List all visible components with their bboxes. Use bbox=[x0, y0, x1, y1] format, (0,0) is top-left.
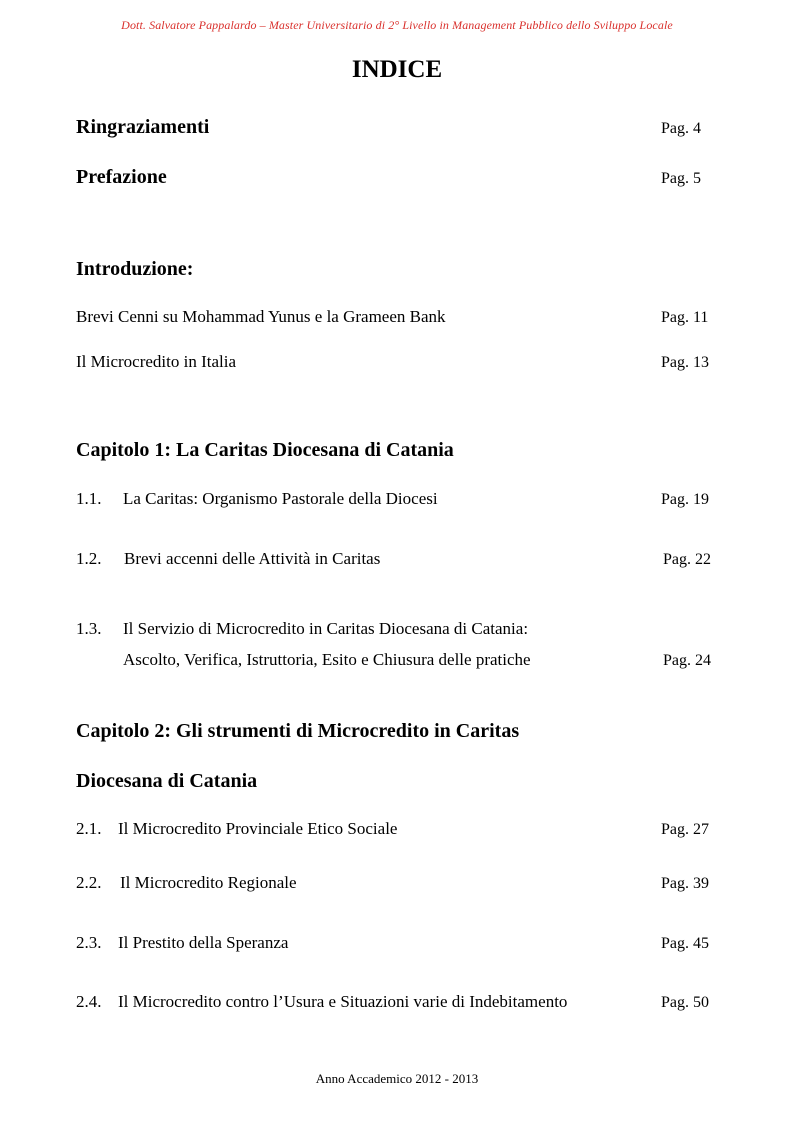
toc-entry-2-2 bbox=[76, 873, 297, 893]
section-title: La Caritas: Organismo Pastorale della Diocesi bbox=[123, 489, 438, 508]
toc-entry-microcredito-italia: Il Microcredito in Italia bbox=[76, 352, 237, 371]
page-ref-2-3: Pag. 45 bbox=[661, 935, 709, 952]
section-number: 2.3. bbox=[76, 933, 102, 952]
page-ref-2-4: Pag. 50 bbox=[661, 994, 709, 1011]
toc-entry-1-3 bbox=[76, 619, 528, 639]
toc-entry-ringraziamenti: Ringraziamenti bbox=[76, 116, 210, 138]
page-footer: Anno Accademico 2012 - 2013 bbox=[315, 1071, 479, 1086]
toc-entry-1-3-continued: Ascolto, Verifica, Istruttoria, Esito e Chiusura delle pratiche bbox=[123, 650, 531, 669]
toc-entry-prefazione: Prefazione bbox=[76, 166, 167, 188]
section-title: Il Servizio di Microcredito in Caritas Diocesana di Catania: bbox=[123, 619, 529, 638]
page-ref-ringraziamenti: Pag. 4 bbox=[661, 120, 701, 137]
toc-entry-2-4 bbox=[76, 992, 567, 1012]
page-ref-yunus: Pag. 11 bbox=[661, 309, 709, 326]
section-number: 2.2. bbox=[76, 873, 102, 892]
page-ref-2-1: Pag. 27 bbox=[661, 821, 709, 838]
section-number: 1.2. bbox=[76, 549, 102, 568]
section-title: Il Microcredito Regionale bbox=[120, 873, 297, 892]
section-title: Il Microcredito contro l’Usura e Situazioni varie di Indebitamento bbox=[118, 992, 568, 1011]
section-number: 1.1. bbox=[76, 489, 102, 508]
section-number: 2.1. bbox=[76, 819, 102, 838]
chapter-heading-2-continued: Diocesana di Catania bbox=[76, 770, 258, 792]
toc-entry-2-3 bbox=[76, 933, 288, 953]
page-ref-microcredito-italia: Pag. 13 bbox=[661, 354, 709, 371]
section-number: 2.4. bbox=[76, 992, 102, 1011]
toc-entry-1-1 bbox=[76, 489, 438, 509]
toc-entry-2-1 bbox=[76, 819, 397, 839]
running-header: Dott. Salvatore Pappalardo – Master Universitario di 2° Livello in Management Pubblico dello Sviluppo Locale bbox=[121, 18, 673, 32]
page-ref-1-1: Pag. 19 bbox=[661, 491, 709, 508]
section-title: Il Microcredito Provinciale Etico Sociale bbox=[118, 819, 398, 838]
page-ref-1-2: Pag. 22 bbox=[663, 551, 711, 568]
section-number: 1.3. bbox=[76, 619, 102, 638]
chapter-heading-1: Capitolo 1: La Caritas Diocesana di Catania bbox=[76, 439, 454, 461]
page-ref-prefazione: Pag. 5 bbox=[661, 170, 701, 187]
chapter-heading-2: Capitolo 2: Gli strumenti di Microcredito in Caritas bbox=[76, 720, 520, 742]
page-ref-2-2: Pag. 39 bbox=[661, 875, 709, 892]
page-title: INDICE bbox=[351, 56, 443, 83]
section-title: Il Prestito della Speranza bbox=[118, 933, 289, 952]
section-heading-introduzione: Introduzione: bbox=[76, 258, 194, 280]
page-ref-1-3: Pag. 24 bbox=[663, 652, 711, 669]
toc-entry-1-2 bbox=[76, 549, 380, 569]
toc-entry-yunus: Brevi Cenni su Mohammad Yunus e la Grameen Bank bbox=[76, 307, 446, 326]
section-title: Brevi accenni delle Attività in Caritas bbox=[124, 549, 381, 568]
